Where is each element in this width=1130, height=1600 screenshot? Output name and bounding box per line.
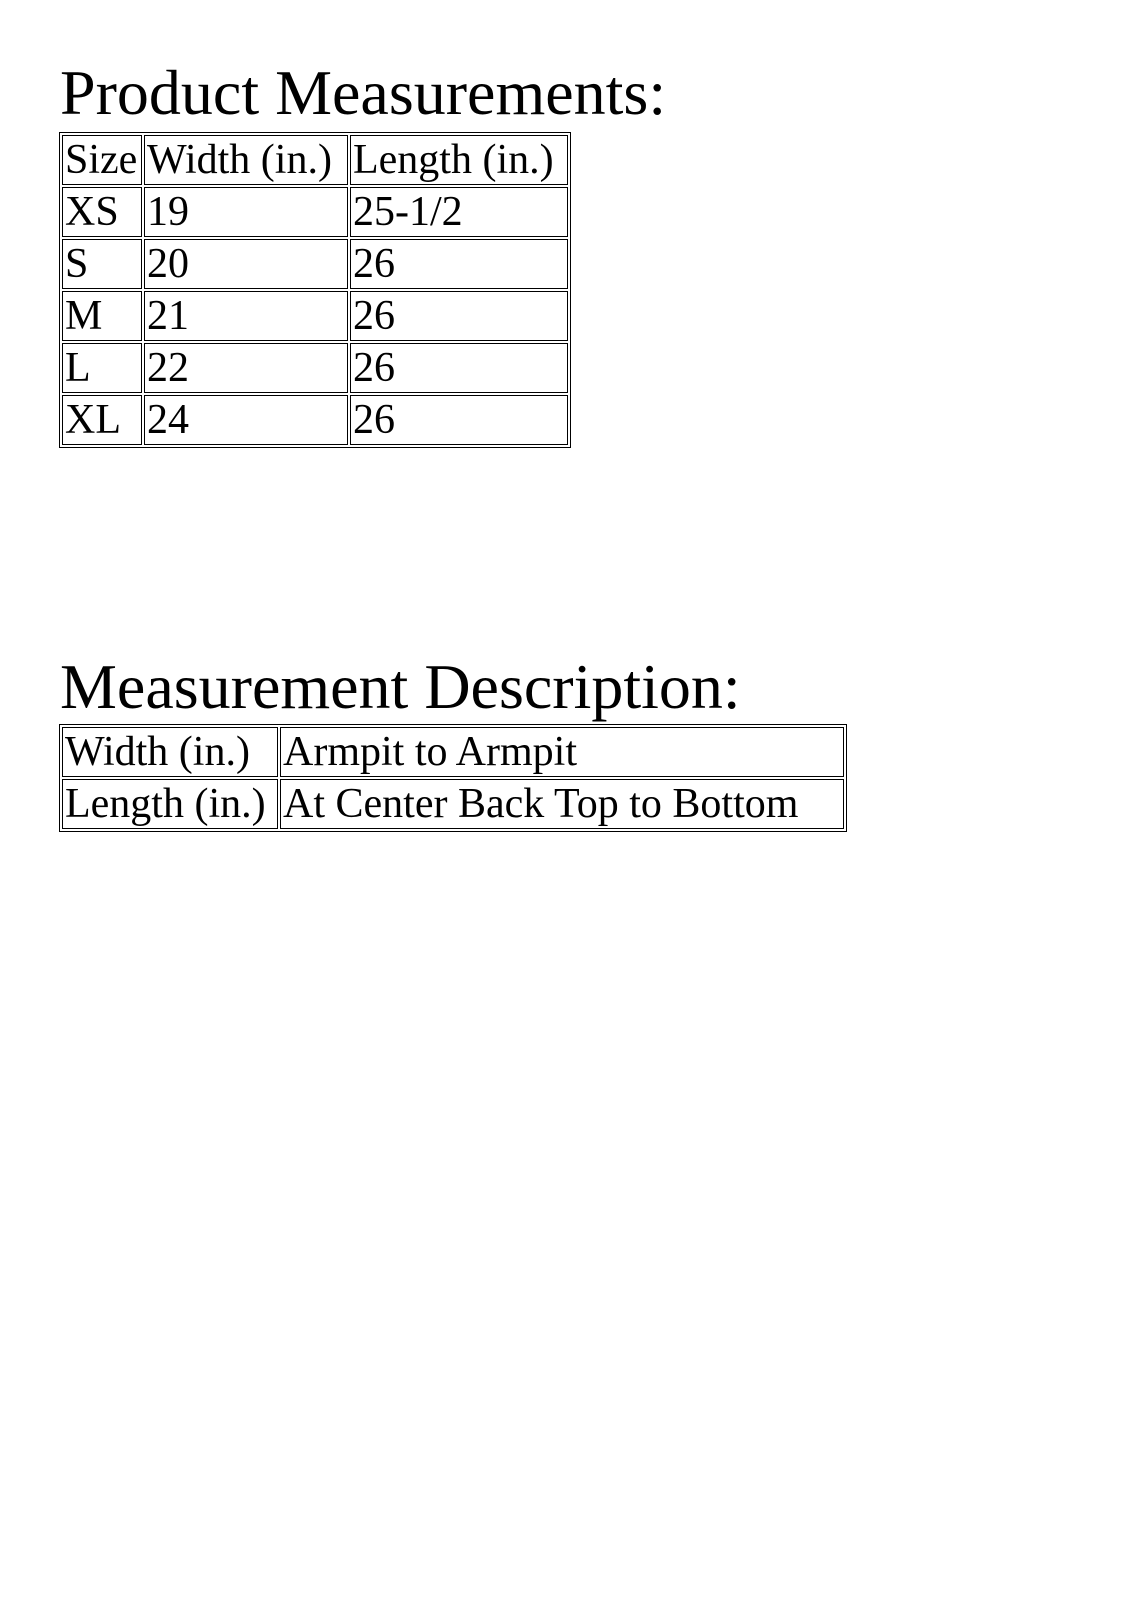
column-header-size: Size bbox=[62, 135, 142, 185]
table-row bbox=[62, 239, 568, 289]
column-header-length: Length (in.) bbox=[350, 135, 568, 185]
size-cell: S bbox=[62, 239, 142, 289]
size-cell: L bbox=[62, 343, 142, 393]
length-cell: 25-1/2 bbox=[350, 187, 568, 237]
table-row bbox=[62, 187, 568, 237]
length-cell: 26 bbox=[350, 395, 568, 445]
product-measurements-title: Product Measurements: bbox=[60, 57, 667, 128]
table-row bbox=[62, 395, 568, 445]
size-cell: XL bbox=[62, 395, 142, 445]
measurement-term-cell: Width (in.) bbox=[62, 727, 278, 777]
size-cell: XS bbox=[62, 187, 142, 237]
width-cell: 19 bbox=[144, 187, 348, 237]
measurement-term-cell: Length (in.) bbox=[62, 779, 278, 829]
table-row bbox=[62, 727, 844, 777]
table-row bbox=[62, 291, 568, 341]
length-cell: 26 bbox=[350, 291, 568, 341]
measurement-definition-cell: Armpit to Armpit bbox=[280, 727, 844, 777]
table-header-row bbox=[62, 135, 568, 185]
width-cell: 21 bbox=[144, 291, 348, 341]
width-cell: 24 bbox=[144, 395, 348, 445]
width-cell: 22 bbox=[144, 343, 348, 393]
table-row bbox=[62, 779, 844, 829]
size-cell: M bbox=[62, 291, 142, 341]
measurement-definition-cell: At Center Back Top to Bottom bbox=[280, 779, 844, 829]
measurement-description-table bbox=[59, 724, 847, 832]
table-row bbox=[62, 343, 568, 393]
measurement-description-title: Measurement Description: bbox=[60, 651, 741, 722]
size-chart-table bbox=[59, 132, 571, 448]
width-cell: 20 bbox=[144, 239, 348, 289]
length-cell: 26 bbox=[350, 239, 568, 289]
column-header-width: Width (in.) bbox=[144, 135, 348, 185]
length-cell: 26 bbox=[350, 343, 568, 393]
